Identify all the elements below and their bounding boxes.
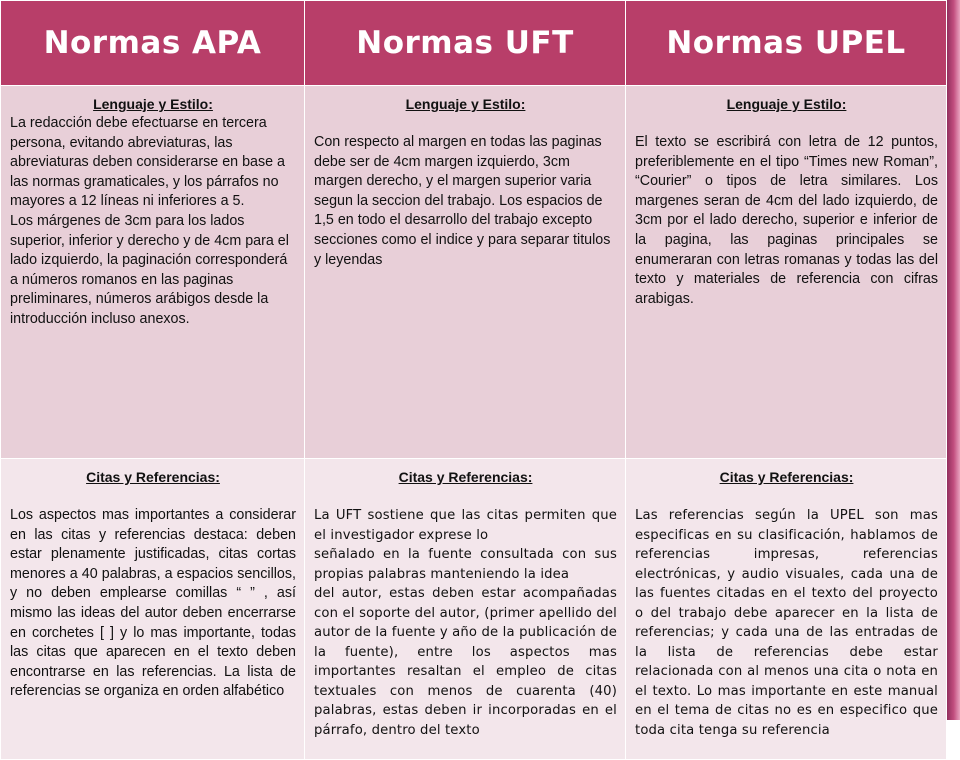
cell-text: El texto se escribirá con letra de 12 puntos, preferiblemente en el tipo “Times new Roman”, “Courier” o tipos de letra similares. Los margenes seran de 4cm del lado izquierdo, de 3cm por el lado derecho, superior e inferior de la pagina, las paginas principales se enumeraran con letras romanas y todas las del texto y materiales de referencia con cifras arabigas.: [635, 134, 938, 307]
header-apa: Normas APA: [1, 1, 305, 86]
cell-upel-citas: [626, 459, 947, 760]
cell-text: Las referencias según la UPEL son mas especificas en su clasificación, hablamos de referencias impresas, referencias electrónicas, y audio visuales, cada una de las fuentes citadas en el texto del proyecto o del trabajo debe aparecer en la lista de referencias; y cada una de las entradas de la lista de referencias debe estar relacionada con al menos una cita o nota en el texto. Lo mas importante en este manual en el tema de citas no es en especifico que toda cita tenga su referencia: [635, 508, 938, 738]
cell-upel-lenguaje: [626, 86, 947, 459]
cell-uft-lenguaje: [305, 86, 626, 459]
row-citas-referencias: [1, 459, 947, 760]
cell-title: Lenguaje y Estilo:: [93, 96, 213, 112]
cell-uft-citas: [305, 459, 626, 760]
cell-title: Citas y Referencias:: [398, 469, 533, 485]
row-lenguaje-estilo: [1, 86, 947, 459]
header-row: [1, 1, 947, 86]
slide-edge-accent: [946, 0, 960, 720]
cell-apa-lenguaje: [1, 86, 305, 459]
cell-apa-citas: [1, 459, 305, 760]
cell-text: Los aspectos mas importantes a considerar en las citas y referencias destaca: deben estar plenamente justificadas, citas cortas menores a 40 palabras, a espacios sencillos, y no deben emplearse comillas “ ” , así mismo las ideas del autor deben encerrarse en corchetes [ ] y lo mas importante, todas las citas que aparecen en el texto deben encontrarse en las referencias. La lista de referencias se organiza en orden alfabético: [10, 507, 296, 700]
cell-text: La redacción debe efectuarse en tercera persona, evitando abreviaturas, las abreviaturas deben considerarse en base a las normas gramaticales, y los párrafos no mayores a 12 líneas ni inferiores a 5. Los márgenes de 3cm para los lados superior, inferior y derecho y de 4cm para el lado izquierdo, la paginación corresponderá a números romanos en las paginas preliminares, números arábigos desde la introducción incluso anexos.: [10, 115, 289, 327]
cell-title: Citas y Referencias:: [719, 469, 854, 485]
cell-title: Citas y Referencias:: [86, 469, 220, 485]
cell-text: La UFT sostiene que las citas permiten que el investigador exprese lo señalado en la fuente consultada con sus propias palabras manteniendo la idea del autor, estas deben estar acompañadas con el soporte del autor, (primer apellido del autor de la fuente y año de la publicación de la fuente), entre los aspectos mas importantes resaltan el empleo de citas textuales con menos de cuarenta (40) palabras, estas deben ir incorporadas en el párrafo, dentro del texto: [314, 508, 617, 738]
header-upel: Normas UPEL: [626, 1, 947, 86]
cell-title: Lenguaje y Estilo:: [726, 96, 847, 112]
header-uft: Normas UFT: [305, 1, 626, 86]
cell-title: Lenguaje y Estilo:: [405, 96, 526, 112]
cell-text: Con respecto al margen en todas las paginas debe ser de 4cm margen izquierdo, 3cm margen derecho, y el margen superior varia segun la seccion del trabajo. Los espacios de 1,5 en todo el desarrollo del trabajo excepto secciones como el indice y para separar titulos y leyendas: [314, 134, 611, 268]
